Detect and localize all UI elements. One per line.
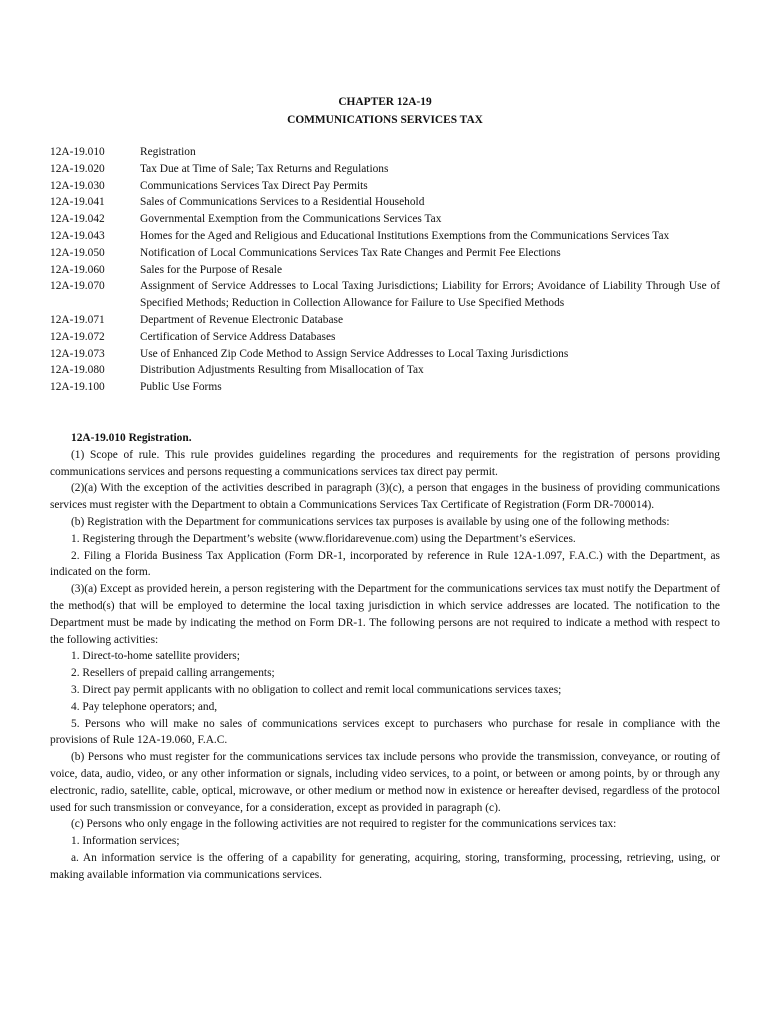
toc-row (50, 194, 720, 211)
toc-row (50, 144, 720, 161)
toc-rule-number: 12A-19.060 (50, 263, 105, 276)
toc-rule-number: 12A-19.043 (50, 229, 105, 242)
toc-row (50, 262, 720, 279)
paragraph: (1) Scope of rule. This rule provides guidelines regarding the procedures and requirements for the registration of persons providing communications services and persons requesting a communications services tax direct pay permit. (50, 448, 720, 478)
paragraph: 2. Filing a Florida Business Tax Application (Form DR-1, incorporated by reference in Rule 12A-1.097, F.A.C.) with the Department, as indicated on the form. (50, 549, 720, 579)
toc-rule-number: 12A-19.070 (50, 280, 105, 293)
toc-rule-title: Distribution Adjustments Resulting from Misallocation of Tax (140, 364, 424, 377)
toc-row (50, 312, 720, 329)
chapter-header (0, 94, 770, 129)
toc-row (50, 178, 720, 195)
toc-rule-number: 12A-19.071 (50, 313, 105, 326)
section-heading: 12A-19.010 Registration. (71, 432, 192, 444)
table-of-contents (50, 144, 720, 396)
toc-rule-number: 12A-19.100 (50, 381, 105, 394)
paragraph: 1. Direct-to-home satellite providers; (71, 650, 240, 663)
toc-rule-title: Registration (140, 146, 196, 158)
toc-rule-title: Tax Due at Time of Sale; Tax Returns and Regulations (140, 162, 389, 175)
toc-row (50, 245, 720, 262)
toc-rule-number: 12A-19.072 (50, 330, 105, 343)
toc-row (50, 346, 720, 363)
paragraph: (2)(a) With the exception of the activities described in paragraph (3)(c), a person that engages in the business of providing communications services must register with the Department to obtain a Communications Services Tax Certificate of Registration (Form DR-700014). (50, 482, 720, 512)
paragraph: (b) Registration with the Department for communications services tax purposes is available by using one of the following methods: (71, 515, 670, 528)
toc-rule-title: Sales of Communications Services to a Residential Household (140, 196, 425, 209)
toc-rule-title: Notification of Local Communications Services Tax Rate Changes and Permit Fee Elections (140, 246, 561, 259)
chapter-title: CHAPTER 12A-19 (338, 96, 432, 108)
toc-rule-title: Communications Services Tax Direct Pay Permits (140, 179, 368, 192)
paragraph: 4. Pay telephone operators; and, (71, 700, 218, 713)
toc-rule-number: 12A-19.030 (50, 179, 105, 192)
paragraph: (3)(a) Except as provided herein, a person registering with the Department for the communications services tax must notify the Department of the method(s) that will be employed to determine the local taxing jurisdiction in which service addresses are located. The notification to the Department must be made by indicating the method on Form DR-1. The following persons are not required to indicate a method with respect to the following activities: (50, 583, 720, 646)
toc-rule-number: 12A-19.041 (50, 196, 105, 209)
toc-rule-title: Sales for the Purpose of Resale (140, 263, 283, 276)
chapter-subtitle: COMMUNICATIONS SERVICES TAX (287, 114, 483, 126)
paragraph: (b) Persons who must register for the communications services tax include persons who provide the transmission, conveyance, or routing of voice, data, audio, video, or any other information or signals, including video services, to a point, or between or among points, by or through any electronic, radio, satellite, cable, optical, microwave, or other medium or method now in existence or hereafter devised, regardless of the protocol used for such transmission or conveyance, for a consideration, except as provided in paragraph (c). (50, 751, 720, 814)
section-body (50, 430, 720, 884)
toc-rule-title: Public Use Forms (140, 381, 222, 394)
toc-rule-number: 12A-19.010 (50, 146, 105, 158)
paragraph: (c) Persons who only engage in the following activities are not required to register for the communications services tax: (71, 818, 617, 831)
toc-rule-number: 12A-19.042 (50, 213, 105, 226)
toc-row (50, 278, 720, 312)
paragraph: a. An information service is the offering of a capability for generating, acquiring, storing, transforming, processing, retrieving, using, or making available information via communications services. (50, 851, 720, 881)
toc-row (50, 228, 720, 245)
toc-rule-number: 12A-19.050 (50, 246, 105, 259)
toc-rule-number: 12A-19.073 (50, 347, 105, 360)
toc-row (50, 161, 720, 178)
toc-rule-title: Assignment of Service Addresses to Local Taxing Jurisdictions; Liability for Errors; Avoidance of Liability Through Use of Specified Methods; Reduction in Collection Allowance for Failure to Use Specified Methods (140, 280, 720, 310)
paragraph: 2. Resellers of prepaid calling arrangements; (71, 667, 275, 680)
toc-row (50, 362, 720, 379)
toc-rule-title: Certification of Service Address Databases (140, 330, 336, 343)
paragraph: 5. Persons who will make no sales of communications services except to purchasers who purchase for resale in compliance with the provisions of Rule 12A-19.060, F.A.C. (50, 717, 720, 747)
toc-row (50, 329, 720, 346)
section-paragraphs (50, 447, 720, 884)
paragraph: 1. Registering through the Department’s website (www.floridarevenue.com) using the Department’s eServices. (71, 532, 576, 545)
toc-rule-number: 12A-19.020 (50, 162, 105, 175)
toc-rule-title: Governmental Exemption from the Communications Services Tax (140, 213, 442, 226)
toc-row (50, 379, 720, 396)
toc-rule-title: Use of Enhanced Zip Code Method to Assign Service Addresses to Local Taxing Jurisdictions (140, 347, 569, 360)
toc-rule-title: Department of Revenue Electronic Database (140, 313, 344, 326)
paragraph: 1. Information services; (71, 835, 180, 848)
toc-rule-number: 12A-19.080 (50, 364, 105, 377)
toc-rule-title: Homes for the Aged and Religious and Educational Institutions Exemptions from the Communications Services Tax (140, 229, 670, 242)
paragraph: 3. Direct pay permit applicants with no obligation to collect and remit local communications services taxes; (71, 683, 562, 696)
toc-row (50, 211, 720, 228)
